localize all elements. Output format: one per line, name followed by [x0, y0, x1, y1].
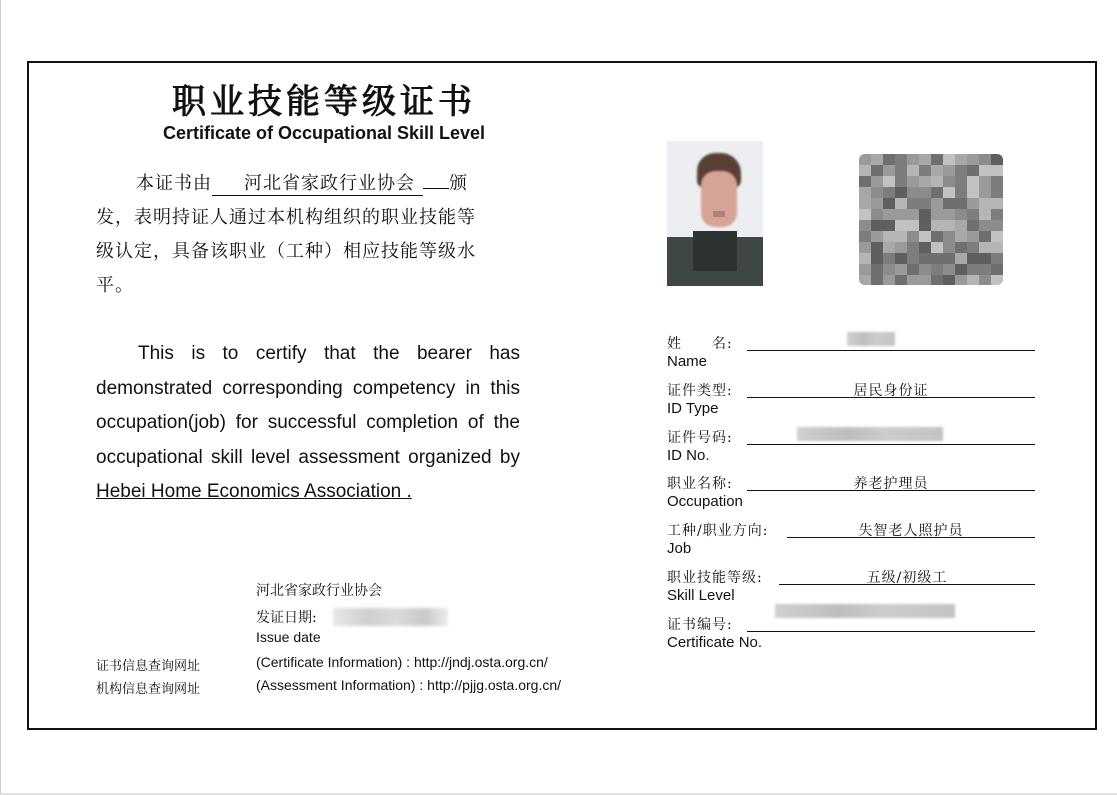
- en-text: This is to certify that the bearer has demonstrated corresponding competency in this occupation(job) for successful completion of the occupational skill level assessment organized by: [96, 343, 520, 468]
- job-label-cn: 工种/职业方向:: [667, 523, 769, 539]
- name-label-en: Name: [667, 353, 708, 370]
- issue-date-label-cn: 发证日期:: [256, 610, 317, 626]
- qr-code-icon: [859, 154, 1003, 285]
- occupation-label-en: Occupation: [667, 493, 743, 510]
- cert-no-line: [747, 631, 1035, 632]
- issuer-name: 河北省家政行业协会: [256, 583, 382, 599]
- cn-prefix: 本证书由: [136, 173, 212, 194]
- cert-no-label-en: Certificate No.: [667, 634, 763, 651]
- cert-query-label-cn: 证书信息查询网址: [96, 659, 201, 674]
- id-no-redacted: [797, 427, 943, 441]
- name-label-cn: 姓 名:: [667, 336, 733, 352]
- job-label-en: Job: [667, 540, 692, 557]
- occupation-label-cn: 职业名称:: [667, 476, 733, 492]
- cn-issuing-org: 河北省家政行业协会: [212, 173, 423, 196]
- assess-query-label-cn: 机构信息查询网址: [96, 682, 201, 697]
- id-no-line: [747, 444, 1035, 445]
- assess-query-url: (Assessment Information) : http://pjjg.osta.org.cn/: [256, 677, 562, 693]
- level-value: 五级/初级工: [866, 570, 948, 586]
- cn-line1-end: 颁: [449, 173, 468, 194]
- issue-date-label-en: Issue date: [256, 629, 321, 645]
- certificate-frame: [27, 61, 1097, 730]
- holder-photo-icon: [667, 141, 763, 286]
- en-issuing-org: Hebei Home Economics Association .: [96, 481, 412, 502]
- issue-date-redacted: [333, 608, 448, 626]
- id-type-value: 居民身份证: [853, 383, 929, 399]
- name-line: [747, 350, 1035, 351]
- cn-line3: 级认定，具备该职业（工种）相应技能等级水: [96, 241, 476, 262]
- occupation-value: 养老护理员: [853, 476, 929, 492]
- id-no-label-en: ID No.: [667, 447, 710, 464]
- job-value: 失智老人照护员: [858, 523, 964, 539]
- id-type-label-en: ID Type: [667, 400, 719, 417]
- name-redacted: [847, 332, 895, 346]
- cert-no-label-cn: 证书编号:: [667, 617, 733, 633]
- english-statement: [96, 337, 520, 510]
- cn-line4: 平。: [96, 275, 134, 296]
- title-english: Certificate of Occupational Skill Level: [162, 123, 486, 143]
- level-label-cn: 职业技能等级:: [667, 570, 763, 586]
- page-edge: [0, 0, 1, 795]
- id-no-label-cn: 证件号码:: [667, 430, 733, 446]
- level-label-en: Skill Level: [667, 587, 735, 604]
- cn-line2: 发，表明持证人通过本机构组织的职业技能等: [96, 207, 476, 228]
- title-chinese: 职业技能等级证书: [172, 82, 476, 122]
- id-type-label-cn: 证件类型:: [667, 383, 733, 399]
- cert-query-url: (Certificate Information) : http://jndj.osta.org.cn/: [256, 654, 548, 670]
- cert-no-redacted: [775, 604, 955, 618]
- chinese-statement: [96, 167, 524, 303]
